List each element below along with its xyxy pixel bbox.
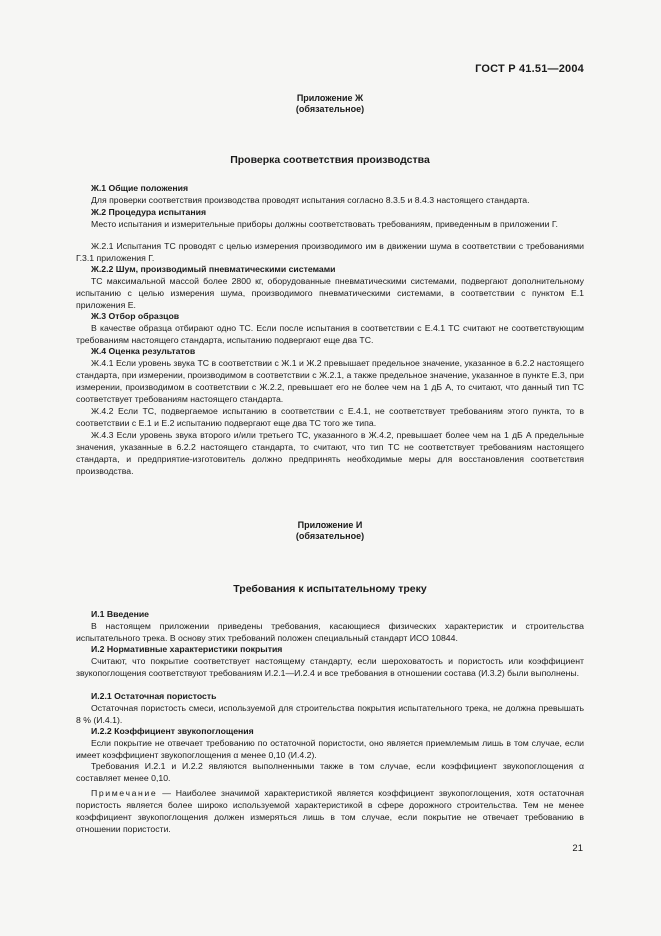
appendix-i-status: (обязательное) [295, 531, 365, 541]
appendix-g-heading: Проверка соответствия производства [230, 154, 430, 166]
paragraph: Место испытания и измерительные приборы должны соответствовать требованиям, приведенным в приложении Г. [91, 219, 558, 229]
note-label: Примечание [91, 788, 158, 798]
section-heading: И.2.2 Коэффициент звукопоглощения [91, 726, 254, 736]
paragraph: Если покрытие не отвечает требованию по остаточной пористости, оно является приемлемым лишь в том случае, если имеет коэффициент звукопоглощения α менее 0,10 (И.4.2). [76, 738, 584, 760]
paragraph: В качестве образца отбирают одно ТС. Если после испытания в соответствии с Е.4.1 ТС считают не соответствующим требованиям настоящего стандарта, испытанию подвергают еще два ТС. [76, 323, 584, 345]
section-heading: Ж.3 Отбор образцов [91, 311, 180, 321]
paragraph: Требования И.2.1 и И.2.2 являются выполненными также в том случае, если коэффициент звукопоглощения α составляет менее 0,10. [76, 761, 584, 783]
section-heading: И.2.1 Остаточная пористость [91, 691, 217, 701]
paragraph: Ж.4.1 Если уровень звука ТС в соответствии с Ж.1 и Ж.2 превышает предельное значение, указанное в 6.2.2 настоящего стандарта, при измерении, производимом в соответствии с Ж.2.1, а также предельное значение, указанное в пункте Е.3, при измерении, производимом в соответствии с Ж.2.2, превышает его не более чем на 1 дБ А, то считают, что данный тип ТС соответствует требованиям настоящего стандарта. [76, 358, 584, 404]
paragraph: Ж.4.3 Если уровень звука второго и/или третьего ТС, указанного в Ж.4.2, превышает более чем на 1 дБ А предельные значения, указанные в 6.2.2 настоящего стандарта, то считают, что тип ТС не соответствует требованиям настоящего стандарта, и предприятие-изготовитель должно предпринять необходимые меры для восстановления соответствия производства. [76, 430, 584, 476]
paragraph: Считают, что покрытие соответствует настоящему стандарту, если шероховатость и пористость или коэффициент звукопоглощения соответствуют требованиям И.2.1—И.2.4 и все требования в отношении состава (И.3.2) были выполнены. [76, 656, 584, 678]
paragraph: Ж.4.2 Если ТС, подвергаемое испытанию в соответствии с Е.4.1, не соответствует требованиям этого пункта, то в соответствии с Е.1 и Е.2 испытанию подвергают еще два ТС того же типа. [76, 406, 584, 428]
section-heading: Ж.4 Оценка результатов [91, 346, 196, 356]
section-heading: И.1 Введение [91, 609, 149, 619]
paragraph: Ж.2.1 Испытания ТС проводят с целью измерения производимого им в движении шума в соответствии с требованиями Г.3.1 приложения Г. [76, 241, 584, 263]
section-heading: Ж.2 Процедура испытания [91, 207, 207, 217]
section-heading: Ж.2.2 Шум, производимый пневматическими системами [91, 264, 336, 274]
paragraph: В настоящем приложении приведены требования, касающиеся физических характеристик и строительства испытательного трека. В основу этих требований положен специальный стандарт ИСО 10844. [76, 621, 584, 643]
section-heading: Ж.1 Общие положения [91, 183, 189, 193]
appendix-i-heading: Требования к испытательному треку [233, 583, 427, 595]
document-code: ГОСТ Р 41.51—2004 [475, 63, 584, 75]
paragraph: ТС максимальной массой более 2800 кг, оборудованные пневматическими системами, подвергают дополнительному испытанию с целью измерения шума, производимого пневматическими системами, в соответствии с пунктом Е.1 приложения Е. [76, 276, 584, 310]
appendix-g-status: (обязательное) [295, 104, 365, 114]
section-heading: И.2 Нормативные характеристики покрытия [91, 644, 283, 654]
appendix-g-title: Приложение Ж [296, 93, 364, 103]
note [76, 787, 584, 835]
page-number: 21 [572, 843, 583, 854]
paragraph: Для проверки соответствия производства проводят испытания согласно 8.3.5 и 8.4.3 настоящего стандарта. [91, 195, 530, 205]
appendix-i-title: Приложение И [297, 520, 363, 530]
note-text: — Наиболее значимой характеристикой является коэффициент звукопоглощения, хотя остаточная пористость является более широко используемой характеристикой в сфере дорожного строительства. Тем не менее коэффициент звукопоглощения должен измеряться лишь в том случае, если покрытие не отвечает требованию в отношении пористости. [76, 788, 584, 834]
paragraph: Остаточная пористость смеси, используемой для строительства покрытия испытательного трека, не должна превышать 8 % (И.4.1). [76, 703, 584, 725]
